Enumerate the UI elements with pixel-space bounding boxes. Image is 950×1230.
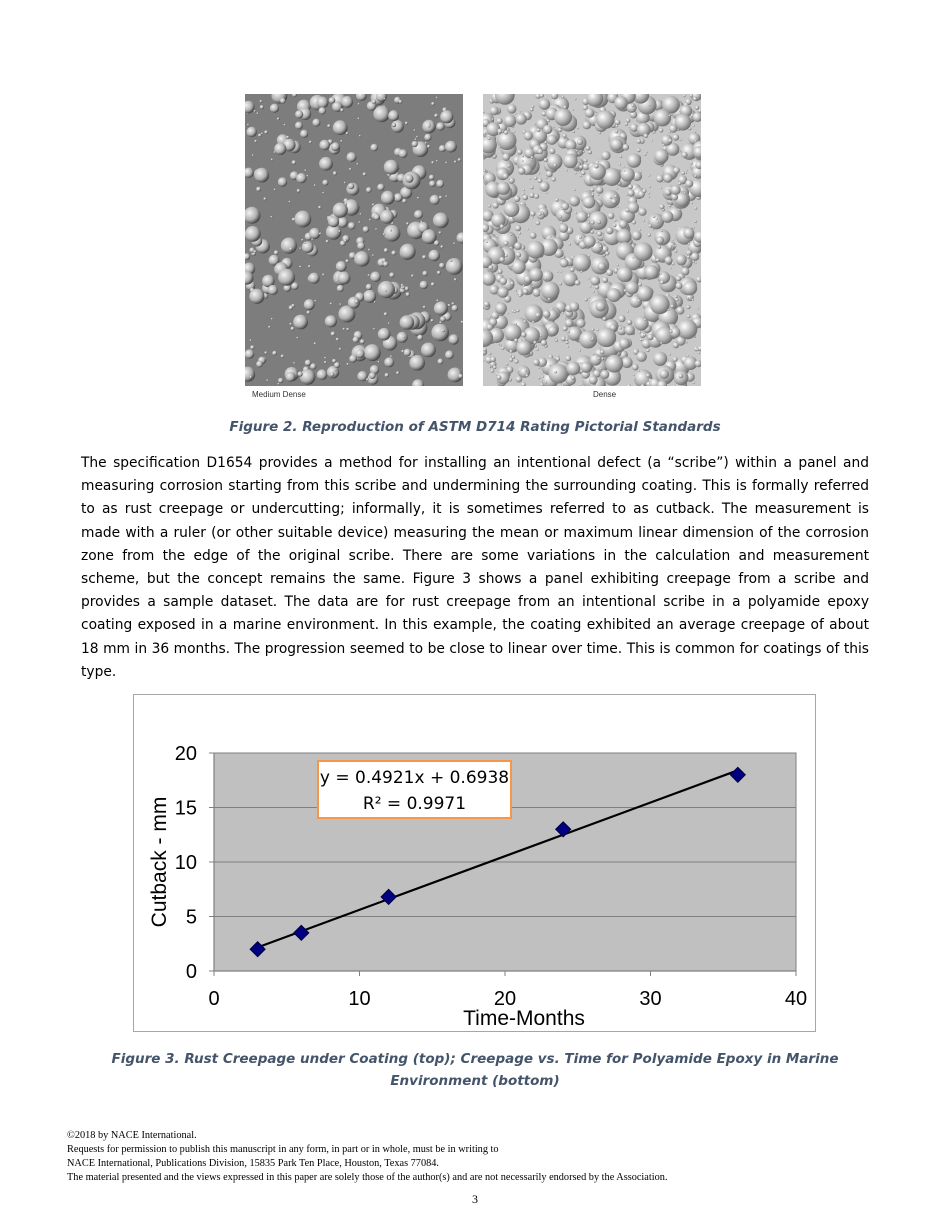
- medium-dense-blister-texture: [245, 94, 463, 386]
- x-tick-label: 0: [208, 988, 220, 1010]
- trendline-r-squared: R² = 0.9971: [362, 794, 467, 814]
- disclaimer-line: The material presented and the views expressed in this paper are solely those of the author(s) and are not necessarily endorsed by the Association.: [67, 1172, 668, 1183]
- y-tick-label: 10: [174, 852, 197, 874]
- copyright-line: ©2018 by NACE International.: [67, 1130, 197, 1141]
- y-tick-label: 0: [185, 961, 197, 983]
- x-axis-label: Time-Months: [463, 1007, 585, 1030]
- medium-dense-blister-photo: [245, 94, 463, 386]
- medium-dense-label: Medium Dense: [252, 390, 306, 399]
- y-tick-label: 20: [174, 743, 197, 765]
- body-paragraph: The specification D1654 provides a method for installing an intentional defect (a “scribe”) within a panel and measuring corrosion starting from this scribe and undermining the surrounding coating. This is formally referred to as rust creepage or undercutting; informally, it is sometimes referred to as cutback. The measurement is made with a ruler (or other suitable device) measuring the mean or maximum linear dimension of the corrosion zone from the edge of the original scribe. There are some variations in the calculation and measurement scheme, but the concept remains the same. Figure 3 shows a panel exhibiting creepage from a scribe and provides a sample dataset. The data are for rust creepage from an intentional scribe in a polyamide epoxy coating exposed in a marine environment. In this example, the coating exhibited an average creepage of about 18 mm in 36 months. The progression seemed to be close to linear over time. This is common for coatings of this type.: [81, 455, 869, 680]
- dense-label: Dense: [593, 390, 617, 399]
- x-tick-label: 30: [639, 988, 662, 1010]
- figure-2-caption: Figure 2. Reproduction of ASTM D714 Rating Pictorial Standards: [229, 419, 721, 435]
- dense-blister-photo: [483, 94, 701, 386]
- x-tick-label: 20: [493, 988, 517, 1010]
- chart-svg: [134, 695, 815, 1031]
- figure-3-caption: Figure 3. Rust Creepage under Coating (top); Creepage vs. Time for Polyamide Epoxy in Marine Environment (bottom): [111, 1051, 839, 1089]
- x-tick-label: 40: [784, 988, 808, 1010]
- dense-blister-texture: [483, 94, 701, 386]
- address-line: NACE International, Publications Division, 15835 Park Ten Place, Houston, Texas 77084.: [67, 1158, 439, 1169]
- x-tick-label: 10: [348, 988, 371, 1010]
- permission-line: Requests for permission to publish this manuscript in any form, in part or in whole, must be in writing to: [67, 1144, 499, 1155]
- y-tick-label: 5: [185, 906, 197, 929]
- page-number: 3: [472, 1192, 478, 1206]
- creepage-chart: [133, 694, 816, 1032]
- footer: [67, 1129, 897, 1185]
- y-tick-label: 15: [174, 797, 197, 820]
- y-axis-label: Cutback - mm: [148, 796, 171, 928]
- trendline-label: [318, 761, 511, 818]
- trendline-equation: y = 0.4921x + 0.6938: [319, 768, 510, 788]
